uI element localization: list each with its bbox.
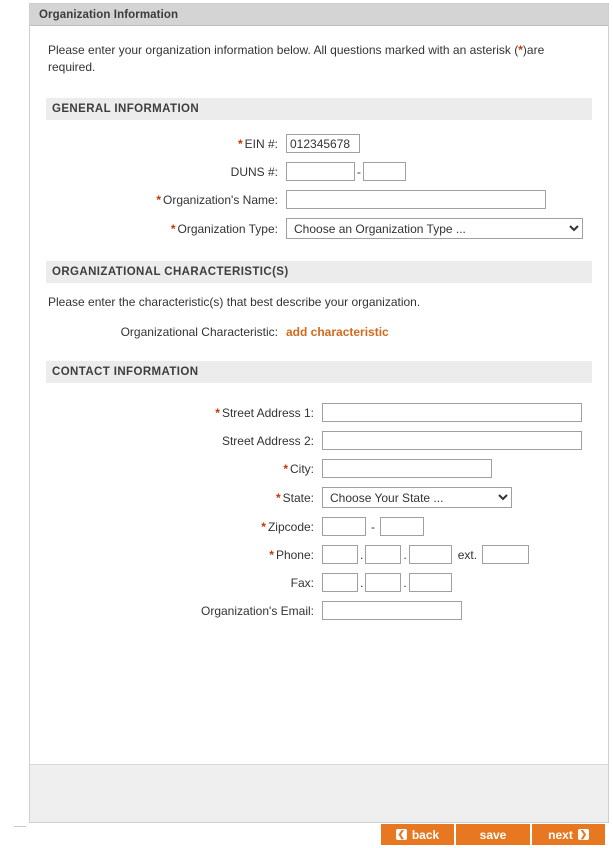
label-ein bbox=[46, 137, 286, 151]
next-button-label: next bbox=[548, 827, 573, 842]
label-phone-text: Phone: bbox=[275, 547, 314, 562]
intro-text-before: Please enter your organization information below. All questions marked with an asterisk ( bbox=[48, 43, 519, 57]
duns-separator: - bbox=[357, 164, 361, 179]
phone-prefix-input[interactable] bbox=[365, 545, 401, 564]
phone-ext-input[interactable] bbox=[482, 545, 529, 564]
fax-prefix-input[interactable] bbox=[365, 573, 401, 592]
phone-area-input[interactable] bbox=[322, 545, 358, 564]
ein-input[interactable] bbox=[286, 134, 360, 153]
panel-title-bar bbox=[30, 4, 608, 26]
required-asterisk: * bbox=[170, 221, 176, 236]
zipcode-input-2[interactable] bbox=[380, 517, 424, 536]
label-phone bbox=[46, 548, 322, 562]
label-organizational-characteristic: Organizational Characteristic: bbox=[120, 325, 278, 339]
label-street-address-1 bbox=[46, 406, 322, 420]
panel-content bbox=[30, 42, 608, 620]
phone-line-input[interactable] bbox=[409, 545, 452, 564]
general-information-form bbox=[46, 134, 592, 239]
section-header-general: GENERAL INFORMATION bbox=[46, 98, 592, 120]
intro-text-after: )are required. bbox=[48, 43, 545, 74]
characteristics-note: Please enter the characteristic(s) that best describe your organization. bbox=[48, 295, 421, 309]
label-fax bbox=[46, 576, 322, 590]
label-ein-text: EIN #: bbox=[244, 136, 278, 151]
fax-line-input[interactable] bbox=[409, 573, 452, 592]
required-asterisk: * bbox=[275, 490, 281, 505]
organization-email-input[interactable] bbox=[322, 601, 462, 620]
label-organization-email-text: Organization's Email: bbox=[200, 603, 314, 618]
label-zipcode-text: Zipcode: bbox=[267, 519, 314, 534]
field-row-duns bbox=[46, 162, 592, 181]
fax-separator-1: . bbox=[360, 575, 364, 590]
phone-ext-label: ext. bbox=[457, 547, 478, 562]
label-zipcode bbox=[46, 520, 322, 534]
footer-tick-mark bbox=[14, 826, 26, 827]
street-address-2-input[interactable] bbox=[322, 431, 582, 450]
organization-type-select[interactable] bbox=[286, 218, 583, 239]
label-organization-email bbox=[46, 604, 322, 618]
organization-name-input[interactable] bbox=[286, 190, 546, 209]
field-row-street-address-2 bbox=[46, 431, 592, 450]
duns-input-1[interactable] bbox=[286, 162, 355, 181]
fax-separator-2: . bbox=[403, 575, 407, 590]
state-select[interactable] bbox=[322, 487, 512, 508]
section-header-contact: CONTACT INFORMATION bbox=[46, 361, 592, 383]
save-button[interactable] bbox=[456, 824, 530, 845]
label-state-text: State: bbox=[282, 490, 314, 505]
city-input[interactable] bbox=[322, 459, 492, 478]
footer-button-bar bbox=[381, 824, 605, 845]
label-street-address-2-text: Street Address 2: bbox=[221, 433, 314, 448]
field-row-zipcode bbox=[46, 517, 592, 536]
label-organization-name-text: Organization's Name: bbox=[162, 192, 278, 207]
label-city bbox=[46, 462, 322, 476]
page-title: Organization Information bbox=[39, 8, 179, 21]
label-state bbox=[46, 491, 322, 505]
label-city-text: City: bbox=[290, 461, 314, 476]
intro-asterisk: * bbox=[518, 43, 523, 57]
label-duns bbox=[46, 165, 286, 179]
field-row-ein bbox=[46, 134, 592, 153]
label-fax-text: Fax: bbox=[290, 575, 314, 590]
label-street-address-2 bbox=[46, 434, 322, 448]
label-duns-text: DUNS #: bbox=[230, 164, 278, 179]
field-row-fax bbox=[46, 573, 592, 592]
contact-information-form bbox=[46, 403, 592, 620]
required-asterisk: * bbox=[283, 461, 288, 476]
footer-area bbox=[30, 765, 608, 822]
next-button[interactable] bbox=[532, 824, 605, 845]
label-street-address-1-text: Street Address 1: bbox=[221, 405, 314, 420]
field-row-state bbox=[46, 487, 592, 508]
field-row-organization-type bbox=[46, 218, 592, 239]
back-button-label: back bbox=[411, 827, 440, 842]
required-asterisk: * bbox=[269, 547, 274, 562]
field-row-organization-name bbox=[46, 190, 592, 209]
field-row-organization-email bbox=[46, 601, 592, 620]
required-asterisk: * bbox=[261, 519, 266, 534]
intro-text bbox=[48, 42, 588, 76]
zipcode-input-1[interactable] bbox=[322, 517, 366, 536]
add-characteristic-link[interactable]: add characteristic bbox=[286, 325, 389, 339]
fax-area-input[interactable] bbox=[322, 573, 358, 592]
label-organization-name bbox=[46, 193, 286, 207]
label-organization-type-text: Organization Type: bbox=[177, 221, 278, 236]
phone-separator-1: . bbox=[360, 547, 364, 562]
save-button-label: save bbox=[479, 827, 507, 842]
label-organization-type bbox=[46, 222, 286, 236]
chevron-right-icon: ❯ bbox=[579, 829, 588, 839]
required-asterisk: * bbox=[215, 405, 220, 420]
back-button[interactable] bbox=[381, 824, 454, 845]
zipcode-separator: - bbox=[371, 519, 375, 534]
section-header-characteristics: ORGANIZATIONAL CHARACTERISTIC(S) bbox=[46, 261, 592, 283]
field-row-phone bbox=[46, 545, 592, 564]
organization-information-panel bbox=[29, 3, 609, 823]
phone-separator-2: . bbox=[403, 547, 407, 562]
required-asterisk: * bbox=[237, 136, 243, 151]
required-asterisk: * bbox=[156, 192, 161, 207]
field-row-city bbox=[46, 459, 592, 478]
field-row-organizational-characteristic bbox=[46, 325, 592, 339]
field-row-street-address-1 bbox=[46, 403, 592, 422]
duns-input-2[interactable] bbox=[363, 162, 406, 181]
chevron-left-icon: ❮ bbox=[397, 829, 406, 839]
street-address-1-input[interactable] bbox=[322, 403, 582, 422]
